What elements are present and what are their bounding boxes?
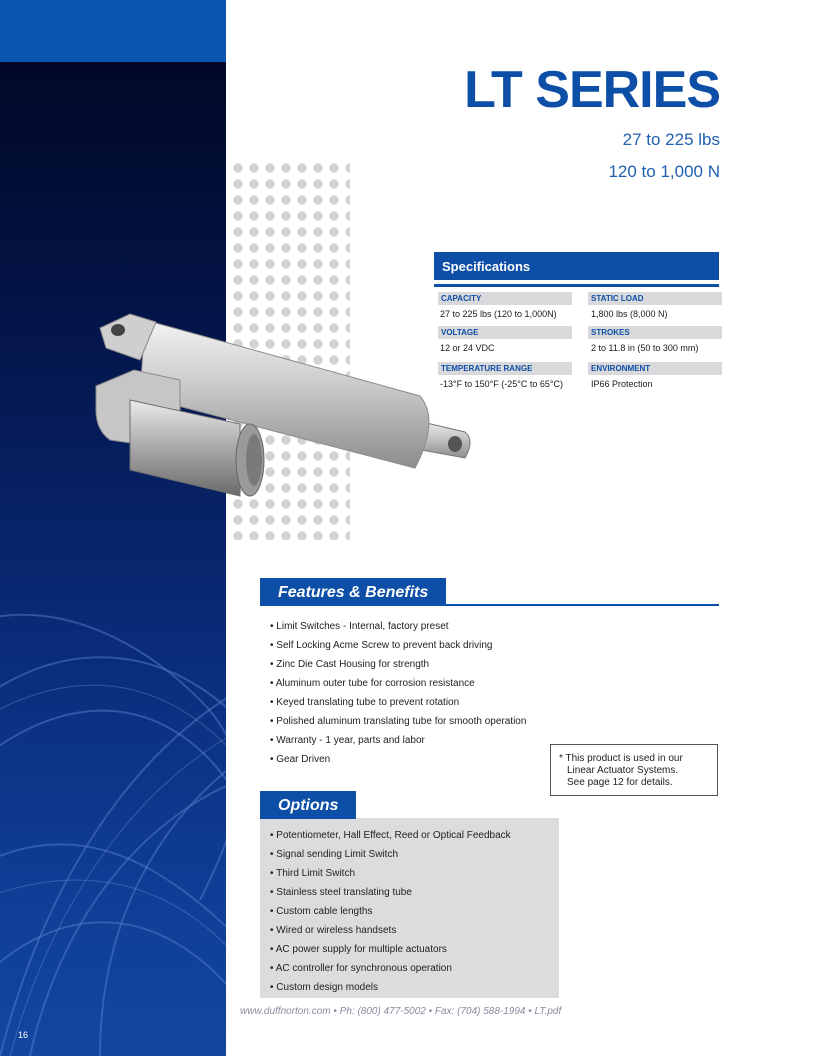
spec-label-capacity: CAPACITY	[438, 292, 572, 305]
specifications-heading: Specifications	[434, 252, 719, 280]
spec-value-capacity: 27 to 225 lbs (120 to 1,000N)	[440, 309, 557, 319]
spec-label-strokes: STROKES	[588, 326, 722, 339]
list-item: • Limit Switches - Internal, factory preset	[270, 621, 449, 632]
spec-label-temperature: TEMPERATURE RANGE	[438, 362, 572, 375]
spec-value-strokes: 2 to 11.8 in (50 to 300 mm)	[591, 343, 699, 353]
specifications-box	[434, 252, 719, 397]
spec-label-static-load: STATIC LOAD	[588, 292, 722, 305]
list-item: • AC power supply for multiple actuators	[270, 944, 447, 955]
swirl-graphic	[0, 0, 226, 1056]
note-line-1: * This product is used in our	[559, 753, 683, 764]
note-line-3: See page 12 for details.	[567, 777, 673, 788]
list-item: • Wired or wireless handsets	[270, 925, 397, 936]
list-item: • Warranty - 1 year, parts and labor	[270, 735, 425, 746]
options-list	[270, 826, 511, 997]
spec-label-voltage: VOLTAGE	[438, 326, 572, 339]
features-divider	[260, 604, 719, 606]
spec-value-temperature: -13°F to 150°F (-25°C to 65°C)	[440, 379, 563, 389]
options-heading: Options	[260, 791, 356, 819]
list-item: • Custom design models	[270, 982, 378, 993]
linear-actuator-image	[60, 300, 480, 500]
list-item: • Self Locking Acme Screw to prevent back driving	[270, 640, 493, 651]
footer-contact: www.duffnorton.com • Ph: (800) 477-5002 • Fax: (704) 588-1994 • LT.pdf	[240, 1006, 562, 1017]
page-number: 16	[18, 1030, 29, 1040]
spec-value-voltage: 12 or 24 VDC	[440, 343, 495, 353]
list-item: • Third Limit Switch	[270, 868, 356, 879]
spec-label-environment: ENVIRONMENT	[588, 362, 722, 375]
spec-value-static-load: 1,800 lbs (8,000 N)	[591, 309, 668, 319]
list-item: • Polished aluminum translating tube for smooth operation	[270, 716, 527, 727]
list-item: • Stainless steel translating tube	[270, 887, 412, 898]
note-line-2: Linear Actuator Systems.	[567, 765, 679, 776]
spec-value-environment: IP66 Protection	[591, 379, 653, 389]
list-item: • Keyed translating tube to prevent rotation	[270, 697, 460, 708]
subtitle-capacity-n: 120 to 1,000 N	[608, 162, 720, 181]
page-title	[464, 62, 720, 118]
note-box	[550, 744, 718, 796]
list-item: • Signal sending Limit Switch	[270, 849, 399, 860]
left-decorative-panel	[0, 0, 226, 1056]
list-item: • AC controller for synchronous operation	[270, 963, 452, 974]
list-item: • Gear Driven	[270, 754, 331, 765]
specifications-grid	[434, 287, 719, 397]
list-item: • Zinc Die Cast Housing for strength	[270, 659, 430, 670]
list-item: • Custom cable lengths	[270, 906, 373, 917]
title-series-code: LT	[464, 61, 522, 119]
title-series-word: SERIES	[535, 61, 720, 119]
list-item: • Potentiometer, Hall Effect, Reed or Optical Feedback	[270, 830, 511, 841]
features-heading: Features & Benefits	[260, 578, 446, 606]
list-item: • Aluminum outer tube for corrosion resistance	[270, 678, 475, 689]
subtitle-capacity-lbs: 27 to 225 lbs	[622, 130, 720, 149]
features-list	[270, 617, 526, 769]
